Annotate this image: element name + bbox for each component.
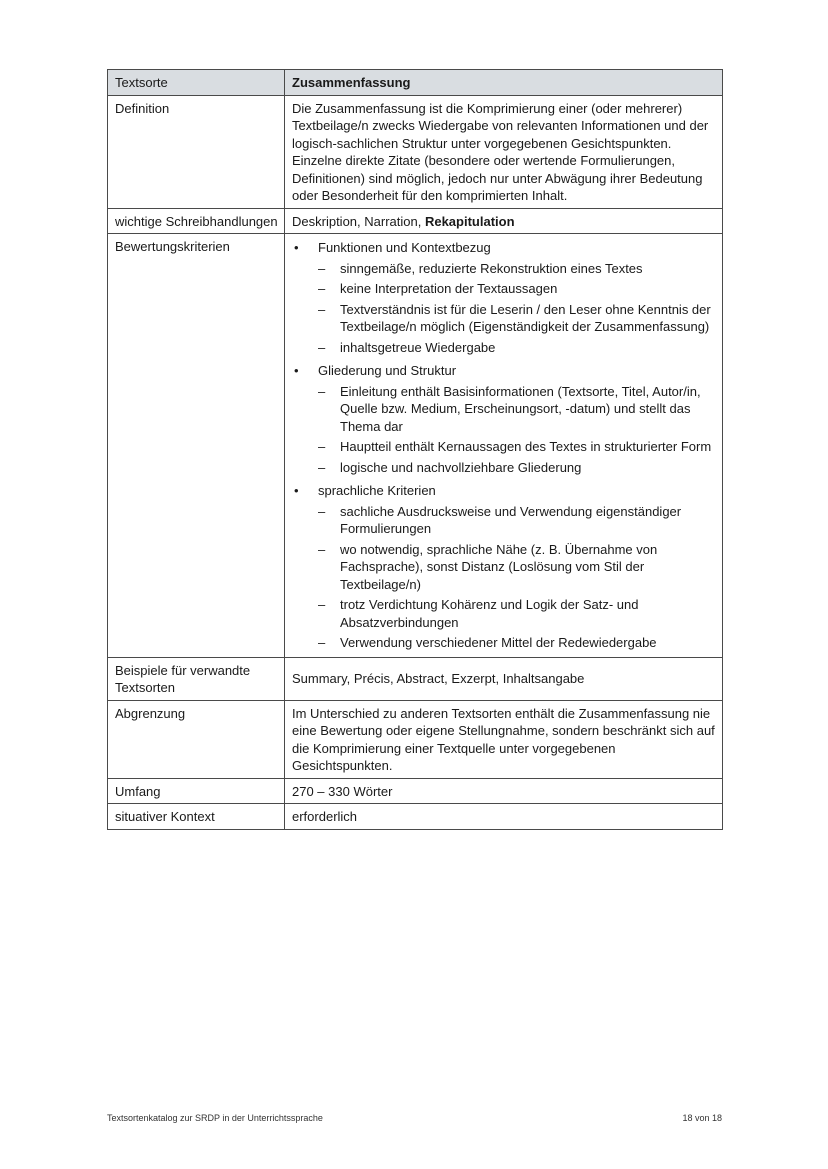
criteria-item bbox=[318, 541, 716, 594]
kontext-label: situativer Kontext bbox=[108, 804, 285, 830]
bullet-icon: • bbox=[294, 240, 299, 255]
criteria-list bbox=[292, 239, 716, 652]
bewertung-label: Bewertungskriterien bbox=[108, 234, 285, 658]
kontext-row bbox=[108, 804, 723, 830]
criteria-item bbox=[318, 280, 716, 298]
criteria-item-text: trotz Verdichtung Kohärenz und Logik der Satz- und Absatzverbindungen bbox=[340, 597, 639, 630]
criteria-sublist bbox=[318, 260, 716, 357]
umfang-label: Umfang bbox=[108, 778, 285, 804]
criteria-item-text: Einleitung enthält Basisinformationen (Textsorte, Titel, Autor/in, Quelle bzw. Medium, Erscheinungsort, -datum) und stellt das Thema dar bbox=[340, 383, 701, 434]
criteria-item-text: sachliche Ausdrucksweise und Verwendung eigenständiger Formulierungen bbox=[340, 503, 682, 536]
dash-icon: – bbox=[318, 503, 326, 519]
header-row bbox=[108, 70, 723, 96]
criteria-item-text: Textverständnis ist für die Leserin / den Leser ohne Kenntnis der Textbeilage/n möglich (Eigenständigkeit der Zusammenfassung) bbox=[340, 301, 711, 334]
criteria-sublist bbox=[318, 383, 716, 477]
criteria-item-text: logische und nachvollziehbare Gliederung bbox=[340, 459, 582, 475]
schreibhandlungen-bold: Rekapitulation bbox=[424, 213, 515, 229]
header-value: Zusammenfassung bbox=[285, 70, 723, 96]
criteria-sublist bbox=[318, 503, 716, 652]
criteria-item bbox=[318, 634, 716, 652]
bullet-icon: • bbox=[294, 483, 299, 498]
dash-icon: – bbox=[318, 260, 326, 276]
schreibhandlungen-row bbox=[108, 208, 723, 234]
dash-icon: – bbox=[318, 339, 326, 355]
verwandte-text: Summary, Précis, Abstract, Exzerpt, Inhaltsangabe bbox=[285, 657, 723, 700]
verwandte-label: Beispiele für verwandte Textsorten bbox=[108, 657, 285, 700]
abgrenzung-label: Abgrenzung bbox=[108, 700, 285, 778]
verwandte-row bbox=[108, 657, 723, 700]
page-number: 18 von 18 bbox=[682, 1113, 722, 1123]
criteria-item-text: sinngemäße, reduzierte Rekonstruktion eines Textes bbox=[340, 260, 643, 276]
definition-row bbox=[108, 95, 723, 208]
criteria-item bbox=[318, 459, 716, 477]
definition-text: Die Zusammenfassung ist die Komprimierung einer (oder mehrerer) Textbeilage/n zwecks Wiedergabe von relevanten Informationen und der logisch-sachlichen Struktur unter vorgegebenen Gesichtspunkten. Einzelne direkte Zitate (besondere oder wertende Formulierungen, Definitionen) sind möglich, jedoch nur unter Abwägung ihrer Bedeutung oder Besonderheit für den komprimierten Inhalt. bbox=[285, 95, 723, 208]
criteria-item-text: Hauptteil enthält Kernaussagen des Textes in strukturierter Form bbox=[340, 439, 712, 454]
dash-icon: – bbox=[318, 383, 326, 399]
criteria-group-title: sprachliche Kriterien bbox=[318, 483, 436, 498]
criteria-item-text: keine Interpretation der Textaussagen bbox=[340, 281, 558, 296]
bewertung-row bbox=[108, 234, 723, 658]
criteria-item bbox=[318, 383, 716, 436]
criteria-item bbox=[318, 503, 716, 538]
criteria-item bbox=[318, 339, 716, 357]
criteria-group-title: Gliederung und Struktur bbox=[318, 363, 457, 378]
dash-icon: – bbox=[318, 301, 326, 317]
dash-icon: – bbox=[318, 439, 326, 454]
dash-icon: – bbox=[318, 281, 326, 296]
criteria-item bbox=[318, 260, 716, 278]
criteria-item-text: inhaltsgetreue Wiedergabe bbox=[340, 339, 496, 355]
criteria-item bbox=[318, 596, 716, 631]
definition-label: Definition bbox=[108, 95, 285, 208]
criteria-item-text: Verwendung verschiedener Mittel der Redewiedergabe bbox=[340, 635, 657, 650]
schreibhandlungen-value bbox=[285, 208, 723, 234]
bullet-icon: • bbox=[294, 363, 299, 378]
criteria-group-title: Funktionen und Kontextbezug bbox=[318, 240, 491, 255]
abgrenzung-row bbox=[108, 700, 723, 778]
dash-icon: – bbox=[318, 541, 326, 557]
umfang-row bbox=[108, 778, 723, 804]
criteria-group bbox=[292, 239, 716, 356]
schreibhandlungen-text: Deskription, Narration, bbox=[292, 213, 425, 229]
criteria-item bbox=[318, 438, 716, 456]
bewertung-value bbox=[285, 234, 723, 658]
umfang-text: 270 – 330 Wörter bbox=[285, 778, 723, 804]
criteria-item-text: wo notwendig, sprachliche Nähe (z. B. Übernahme von Fachsprache), sonst Distanz (Loslösung vom Stil der Textbeilage/n) bbox=[340, 541, 658, 592]
schreibhandlungen-label: wichtige Schreibhandlungen bbox=[108, 208, 285, 234]
criteria-group bbox=[292, 362, 716, 476]
footer-title: Textsortenkatalog zur SRDP in der Unterrichtssprache bbox=[107, 1113, 323, 1123]
header-label: Textsorte bbox=[108, 70, 285, 96]
dash-icon: – bbox=[318, 635, 326, 650]
dash-icon: – bbox=[318, 597, 326, 612]
abgrenzung-text: Im Unterschied zu anderen Textsorten enthält die Zusammenfassung nie eine Bewertung oder eigene Stellungnahme, sondern beschränkt sich auf die Komprimierung einer Textquelle unter vorgegebenen Gesichtspunkten. bbox=[285, 700, 723, 778]
dash-icon: – bbox=[318, 459, 326, 475]
kontext-text: erforderlich bbox=[285, 804, 723, 830]
criteria-item bbox=[318, 301, 716, 336]
criteria-group bbox=[292, 482, 716, 652]
text-type-table bbox=[107, 69, 723, 830]
